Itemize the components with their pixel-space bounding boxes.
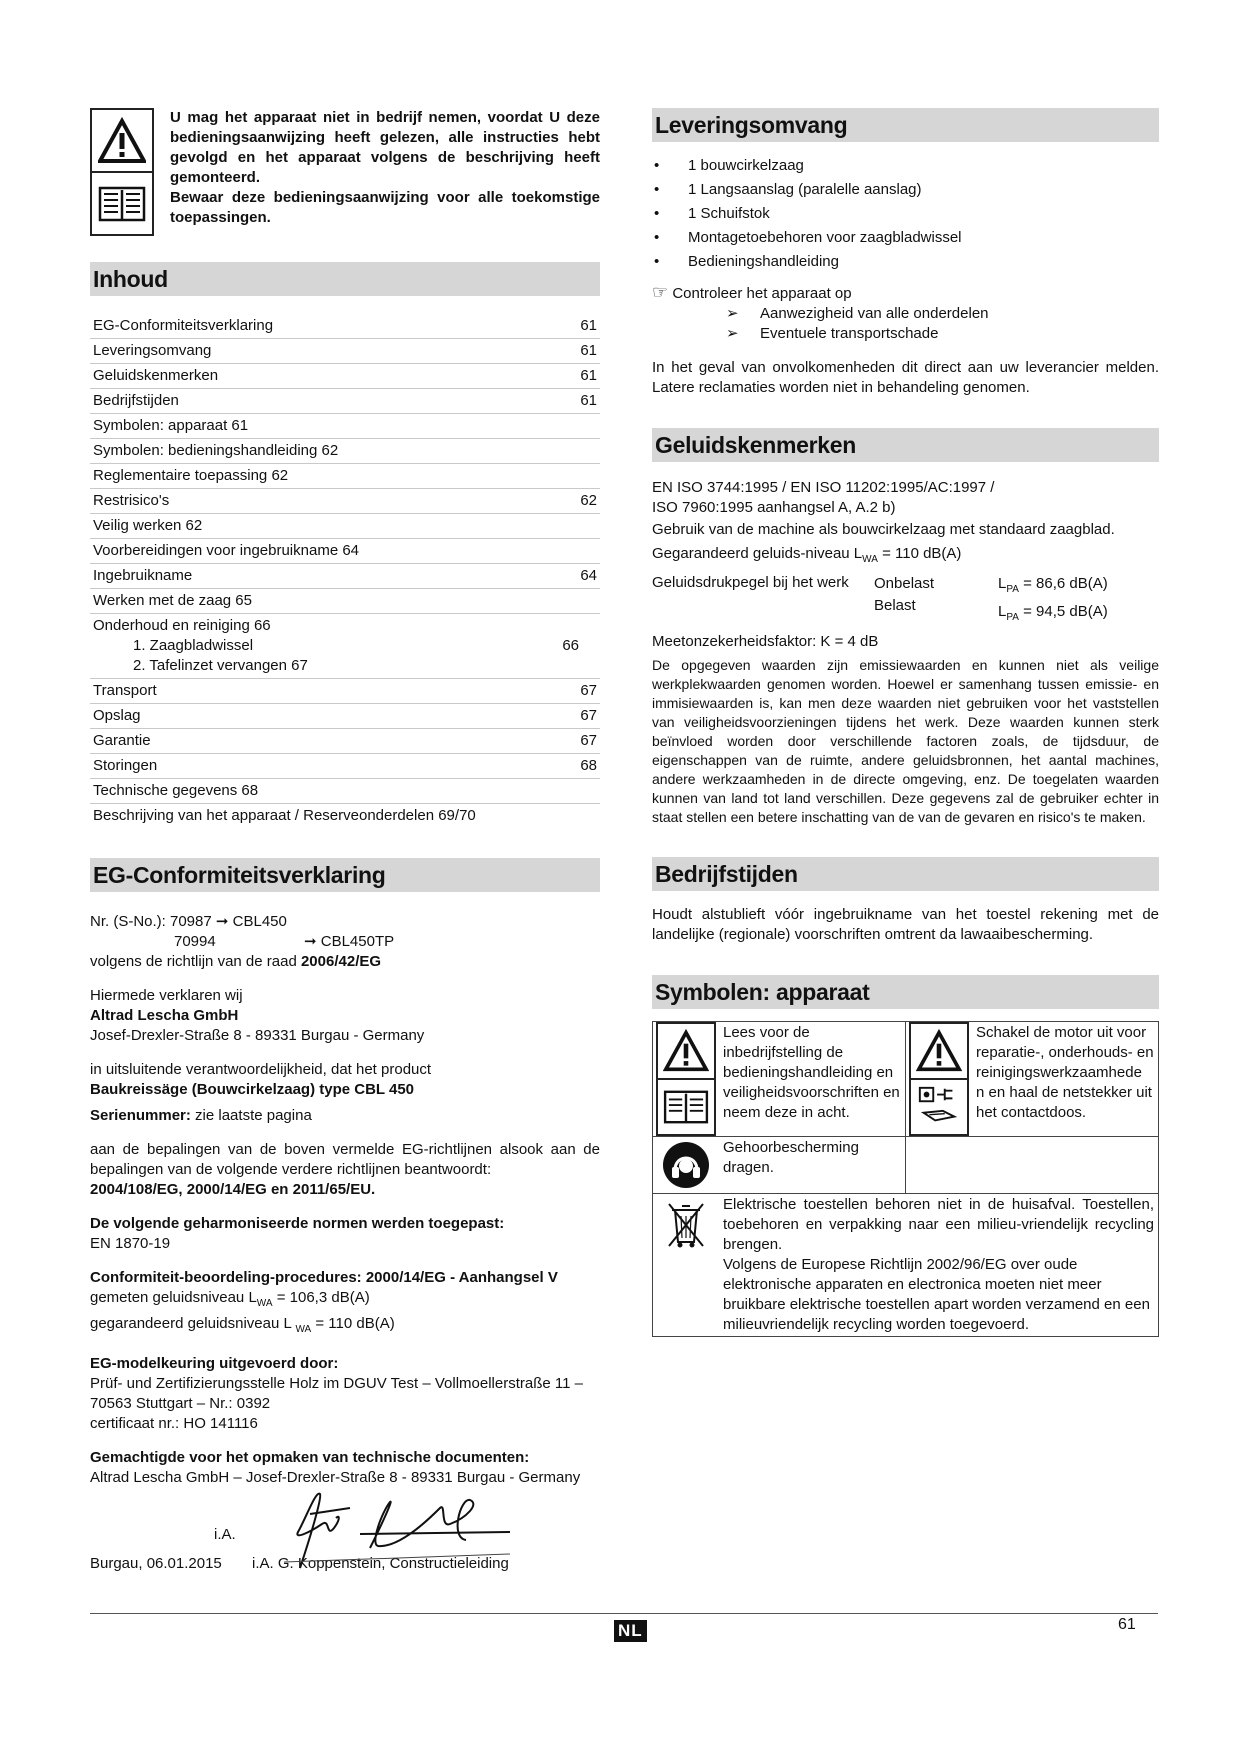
- noise-disclaimer: De opgegeven waarden zijn emissiewaarden en kunnen niet als veilige werkplekwaarden genomen worden. Hoewel er samenhang tussen emissie- en immisiewaarden is, kan men deze waarden niet gebruiken voor het vaststellen van veiligheidsvoorzieningen tijdens het werk. Deze waarden kunnen sterk beïnvloed worden door verschillende factoren zoals, de tijdsduur, de eigenschappen van de ruimte, andere geluidsbronnen, het aantal machines, andere werkzaamheden in de directe omgeving, enz. De toegelaten waarden kunnen van land tot land verschillen. Deze gegevens zal de gebruiker echter in staat stellen een betere inschatting van de van de gevaren en risico's te maken.: [652, 657, 1159, 825]
- warning-line-1: U mag het apparaat niet in bedrijf nemen, voordat U deze bedieningsaanwijzing heeft gelezen, alle instructies hebt gevolgd en het apparaat volgens de beschrijving heeft gemonteerd.: [170, 109, 600, 186]
- weee-bin-icon: [653, 1194, 719, 1336]
- serial-line: Serienummer: zie laatste pagina: [90, 1107, 312, 1124]
- toc-row[interactable]: Restrisico's 62: [90, 489, 600, 514]
- delivery-note: In het geval van onvolkomenheden dit direct aan uw leverancier melden. Latere reclamaties worden niet in behandeling genomen.: [652, 359, 1159, 396]
- right-column: [652, 108, 1159, 1337]
- authorized-title: Gemachtigde voor het opmaken van technische documenten:: [90, 1449, 530, 1466]
- product-name: Baukreissäge (Bouwcirkelzaag) type CBL 450: [90, 1081, 415, 1098]
- toc-row[interactable]: Bedrijfstijden 61: [90, 389, 600, 414]
- toc-row-maintenance[interactable]: [90, 614, 600, 679]
- toc-row[interactable]: Ingebruikname 64: [90, 564, 600, 589]
- symbol-hearing-text: Gehoorbescherming dragen.: [723, 1139, 859, 1176]
- toc-sub-blade-page: 66: [562, 637, 579, 654]
- list-item: ➢ Aanwezigheid van alle onderdelen: [652, 304, 1159, 324]
- toc-row[interactable]: Voorbereidingen voor ingebruikname 64: [90, 539, 600, 564]
- warning-triangle-icon: [909, 1022, 969, 1078]
- symbols-table: [652, 1021, 1159, 1337]
- list-item: • 1 bouwcirkelzaag: [652, 154, 1159, 178]
- pointing-hand-icon: ☞: [652, 282, 669, 302]
- toc-sub-insert: 2. Tafelinzet vervangen 67: [133, 657, 308, 674]
- toc-row[interactable]: Symbolen: apparaat 61: [90, 414, 600, 439]
- serial-numbers-line-1: Nr. (S-No.): 70987 ➞ CBL450: [90, 913, 287, 930]
- list-item: • 1 Schuifstok: [652, 202, 1159, 226]
- delivery-title: Leveringsomvang: [652, 108, 1159, 142]
- warning-triangle-icon: [92, 110, 152, 171]
- signature-area: [90, 1488, 600, 1568]
- declare-line: Hiermede verklaren wij: [90, 987, 243, 1004]
- toc-row[interactable]: Transport 67: [90, 679, 600, 704]
- warning-text: [170, 108, 600, 236]
- toc-row[interactable]: Storingen 68: [90, 754, 600, 779]
- conformity-body: [90, 912, 600, 1574]
- language-badge: NL: [614, 1620, 647, 1642]
- toc-row[interactable]: Reglementaire toepassing 62: [90, 464, 600, 489]
- responsibility-line: in uitsluitende verantwoordelijkheid, dat het product: [90, 1061, 432, 1078]
- left-column: [90, 108, 600, 1574]
- norms-value: EN 1870-19: [90, 1235, 171, 1252]
- hours-text: Houdt alstublieft vóór ingebruikname van het toestel rekening met de landelijke (regionale) voorschriften omtrent da lawaaibescherming.: [652, 906, 1159, 943]
- unplug-icon: [909, 1078, 969, 1136]
- list-item: • Montagetoebehoren voor zaagbladwissel: [652, 226, 1159, 250]
- noise-pressure-label: Geluidsdrukpegel bij het werk: [652, 574, 849, 591]
- signature-line: Burgau, 06.01.2015 i.A. G. Koppenstein, Constructieleiding: [90, 1555, 509, 1572]
- noise-guaranteed: Gegarandeerd geluids-niveau $L_{WA} = 110$ dB(A): [652, 545, 962, 565]
- list-item: ➢ Eventuele transportschade: [652, 324, 1159, 344]
- list-item: • 1 Langsaanslag (paralelle aanslag): [652, 178, 1159, 202]
- warning-box: [90, 108, 600, 236]
- symbol-weee-text-1: Elektrische toestellen behoren niet in de huisafval. Toestellen, toebehoren en verpakking naar een milieu-vriendelijk recycling brengen.: [723, 1196, 1154, 1253]
- noise-body: [652, 478, 1159, 827]
- norms-title: De volgende geharmoniseerde normen werden toegepast:: [90, 1215, 505, 1232]
- authorized-body: Altrad Lescha GmbH – Josef-Drexler-Straße 8 - 89331 Burgau - Germany: [90, 1469, 581, 1486]
- noise-loaded-label: Belast: [874, 597, 916, 614]
- toc-maintenance-label: Onderhoud en reiniging 66: [93, 617, 271, 634]
- noise-pressure-table: [652, 574, 1159, 628]
- manual-book-icon: [92, 171, 152, 234]
- exam-title: EG-modelkeuring uitgevoerd door:: [90, 1355, 339, 1372]
- warning-icons: [90, 108, 154, 236]
- ia-label: i.A.: [214, 1526, 236, 1543]
- hours-title: Bedrijfstijden: [652, 857, 1159, 891]
- arrow-right-icon: ➞: [304, 933, 317, 950]
- noise-title: Geluidskenmerken: [652, 428, 1159, 462]
- check-list: [652, 304, 1159, 344]
- manual-book-icon: [656, 1078, 716, 1136]
- toc-row[interactable]: Garantie 67: [90, 729, 600, 754]
- directive-line: volgens de richtlijn van de raad 2006/42/EG: [90, 953, 382, 970]
- toc-row[interactable]: Veilig werken 62: [90, 514, 600, 539]
- noise-unloaded-value: $L_{PA} = 86,6$ dB(A): [998, 575, 1108, 595]
- noise-loaded-value: $L_{PA} = 94,5$ dB(A): [998, 603, 1108, 623]
- certificate-number: certificaat nr.: HO 141116: [90, 1415, 258, 1432]
- symbol-weee-text-2: Volgens de Europese Richtlijn 2002/96/EG over oude elektronische apparaten en electronica moeten niet meer bruikbare elektrische toestellen apart worden verzamend en een milieuvriendelijk recycling worden toegevoerd.: [723, 1256, 1150, 1333]
- toc-row[interactable]: Technische gegevens 68: [90, 779, 600, 804]
- exam-body: Prüf- und Zertifizierungsstelle Holz im DGUV Test – Vollmoellerstraße 11 – 70563 Stuttgart – Nr.: 0392: [90, 1375, 583, 1412]
- serial-numbers-line-2: 70994 ➞ CBL450TP: [174, 933, 395, 950]
- toc-sub-blade: 1. Zaagbladwissel: [133, 637, 254, 654]
- symbol-switch-off-text: Schakel de motor uit voor reparatie-, onderhouds- en reinigingswerkzaamhede n en haal de netstekker uit het contactdoos.: [976, 1024, 1154, 1121]
- noise-standard-1: EN ISO 3744:1995 / EN ISO 11202:1995/AC:1997 /: [652, 479, 995, 496]
- noise-unloaded-label: Onbelast: [874, 575, 935, 592]
- delivery-list: [652, 154, 1159, 274]
- company-name: Altrad Lescha GmbH: [90, 1007, 239, 1024]
- toc-row[interactable]: Opslag 67: [90, 704, 600, 729]
- toc-row[interactable]: EG-Conformiteitsverklaring 61: [90, 314, 600, 339]
- noise-usage: Gebruik van de machine als bouwcirkelzaag met standaard zaagblad.: [652, 521, 1115, 538]
- symbols-title: Symbolen: apparaat: [652, 975, 1159, 1009]
- table-of-contents: [90, 314, 600, 828]
- measured-level: gemeten geluidsniveau $L_{WA} = 106,3$ dB(A): [90, 1289, 370, 1309]
- toc-row[interactable]: Werken met de zaag 65: [90, 589, 600, 614]
- toc-row[interactable]: Beschrijving van het apparaat / Reserveonderdelen 69/70: [93, 807, 476, 824]
- guaranteed-level: gegarandeerd geluidsniveau L $_{WA}$ = 110 dB(A): [90, 1315, 395, 1335]
- list-item: • Bedieningshandleiding: [652, 250, 1159, 274]
- noise-standard-2: ISO 7960:1995 aanhangsel A, A.2 b): [652, 499, 896, 516]
- check-line: ☞ Controleer het apparaat op: [652, 282, 852, 302]
- toc-row[interactable]: Symbolen: bedieningshandleiding 62: [90, 439, 600, 464]
- toc-row[interactable]: Leveringsomvang 61: [90, 339, 600, 364]
- warning-triangle-icon: [656, 1022, 716, 1078]
- handwritten-signature: [270, 1488, 570, 1578]
- provisions-text: aan de bepalingen van de boven vermelde EG-richtlijnen alsook aan de bepalingen van de volgende verdere richtlijnen beantwoordt:: [90, 1141, 600, 1178]
- conformity-title: EG-Conformiteitsverklaring: [90, 858, 600, 892]
- procedure-title: Conformiteit-beoordeling-procedures: 2000/14/EG - Aanhangsel V: [90, 1269, 558, 1286]
- hearing-protection-icon: [653, 1137, 719, 1193]
- page-number: 61: [1118, 1616, 1136, 1633]
- warning-line-2: Bewaar deze bedieningsaanwijzing voor alle toekomstige toepassingen.: [170, 189, 600, 226]
- symbol-read-manual-text: Lees voor de inbedrijfstelling de bedieningshandleiding en veiligheidsvoorschriften en neem deze in acht.: [723, 1024, 900, 1121]
- footer-divider: [90, 1613, 1158, 1614]
- directives-list: 2004/108/EG, 2000/14/EG en 2011/65/EU.: [90, 1181, 376, 1198]
- company-address: Josef-Drexler-Straße 8 - 89331 Burgau - Germany: [90, 1027, 425, 1044]
- toc-row[interactable]: Geluidskenmerken 61: [90, 364, 600, 389]
- toc-title: Inhoud: [90, 262, 600, 296]
- arrow-right-icon: ➞: [215, 913, 229, 930]
- noise-uncertainty: Meetonzekerheidsfaktor: K = 4 dB: [652, 633, 879, 650]
